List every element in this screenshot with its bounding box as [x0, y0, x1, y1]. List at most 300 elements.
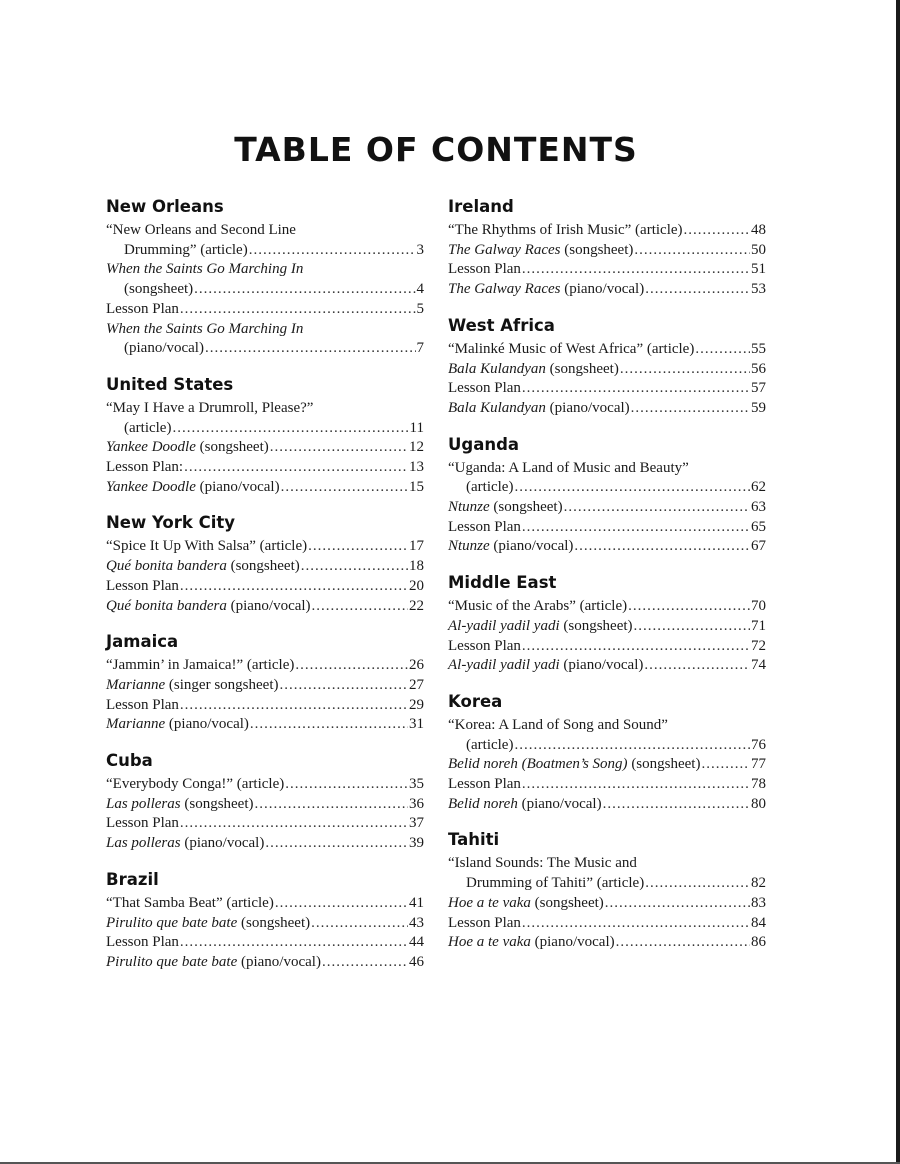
toc-entry[interactable]: [106, 894, 424, 914]
entry-text: Lesson Plan: [448, 380, 521, 397]
page-number: 71: [751, 617, 766, 634]
page-number: 36: [409, 795, 424, 812]
entry-label: [448, 360, 619, 380]
toc-entry[interactable]: [448, 894, 766, 914]
entry-row: [106, 795, 424, 815]
dot-leader: [279, 676, 408, 696]
toc-entry[interactable]: [448, 260, 766, 280]
dot-leader: [270, 438, 408, 458]
section-heading: West Africa: [448, 315, 555, 335]
entry-row: [448, 894, 766, 914]
entry-text: Drumming of Tahiti” (article): [466, 875, 645, 892]
page-number: 29: [409, 696, 424, 713]
dot-leader: [631, 399, 750, 419]
entry-row: [448, 498, 766, 518]
entry-row: [106, 933, 424, 953]
entry-row: [448, 736, 766, 756]
page-number: 82: [751, 875, 766, 892]
entry-text: (piano/vocal): [180, 835, 265, 852]
work-title-text: Ntunze: [448, 538, 490, 555]
entry-label: [106, 577, 179, 597]
entry-text: (songsheet): [530, 894, 604, 911]
toc-entry[interactable]: [106, 715, 424, 735]
entry-text: (piano/vocal): [226, 597, 311, 614]
dot-leader: [180, 696, 408, 716]
dot-leader: [564, 498, 750, 518]
entry-text: Lesson Plan: [448, 518, 521, 535]
dot-leader: [634, 617, 750, 637]
entry-label: [448, 914, 521, 934]
work-title-text: Las polleras: [106, 795, 181, 812]
entry-text: (songsheet): [560, 241, 634, 258]
entry-row: [106, 458, 424, 478]
entry-text: (songsheet): [226, 558, 300, 575]
toc-entry[interactable]: [448, 755, 766, 775]
entry-text: (article): [466, 736, 514, 753]
dot-leader: [684, 221, 750, 241]
dot-leader: [522, 637, 750, 657]
toc-section: [448, 691, 766, 815]
dot-leader: [603, 795, 750, 815]
entry-label: [466, 874, 644, 894]
entry-text: (songsheet): [237, 914, 311, 931]
entry-text: “Spice It Up With Salsa” (article): [106, 538, 308, 555]
toc-entry[interactable]: [106, 399, 424, 438]
toc-entry[interactable]: [448, 716, 766, 755]
entry-text: (piano/vocal): [559, 657, 644, 674]
toc-entry[interactable]: [448, 518, 766, 538]
entry-row: [448, 775, 766, 795]
toc-section: [448, 315, 766, 419]
entry-text: (piano/vocal): [517, 795, 602, 812]
dot-leader: [180, 300, 416, 320]
entry-text: (article): [466, 479, 514, 496]
toc-entry[interactable]: [106, 320, 424, 359]
dot-leader: [281, 478, 408, 498]
entry-label: [448, 775, 521, 795]
page-number: 27: [409, 676, 424, 693]
entry-label: [448, 597, 627, 617]
work-title-text: Las polleras: [106, 835, 181, 852]
toc-entry[interactable]: [106, 557, 424, 577]
work-title-text: Belid noreh: [448, 795, 518, 812]
section-heading: Brazil: [106, 869, 159, 889]
entry-text: “The Rhythms of Irish Music” (article): [448, 222, 683, 238]
entry-row: [448, 537, 766, 557]
page-number: 65: [751, 518, 766, 535]
section-heading: United States: [106, 374, 234, 394]
entry-label: [106, 696, 179, 716]
dot-leader: [312, 597, 408, 617]
page-number: 7: [416, 340, 424, 357]
entry-text: (songsheet): [180, 795, 254, 812]
dot-leader: [184, 458, 408, 478]
entry-text: (piano/vocal): [165, 716, 249, 733]
work-title-text: Marianne: [106, 716, 166, 733]
work-title-text: Yankee Doodle: [106, 478, 196, 495]
entry-label: [448, 280, 644, 300]
toc-entry[interactable]: [448, 379, 766, 399]
dot-leader: [605, 894, 750, 914]
dot-leader: [522, 518, 750, 538]
dot-leader: [322, 953, 408, 973]
entry-label: [448, 933, 615, 953]
page-number: 74: [751, 657, 766, 674]
toc-entry[interactable]: [448, 459, 766, 498]
work-title-text: When the Saints Go Marching In: [106, 320, 304, 337]
toc-entry[interactable]: [448, 617, 766, 637]
entry-label: [106, 894, 274, 914]
entry-text: Lesson Plan: [106, 696, 179, 713]
entry-row: [448, 399, 766, 419]
entry-row: [106, 537, 424, 557]
entry-row: [448, 260, 766, 280]
work-title-text: Al-yadil yadil yadi: [448, 657, 560, 674]
entry-label: [106, 775, 284, 795]
work-title-text: Hoe a te vaka: [448, 934, 531, 951]
entry-text: (songsheet): [195, 439, 269, 456]
page-number: 51: [751, 261, 766, 278]
page-number: 37: [409, 815, 424, 832]
toc-entry[interactable]: [106, 834, 424, 854]
entry-text: (piano/vocal): [560, 281, 645, 298]
page-number: 44: [409, 934, 424, 951]
toc-entry[interactable]: [106, 933, 424, 953]
work-title-text: Ntunze: [448, 499, 490, 516]
dot-leader: [514, 736, 750, 756]
entry-label: [106, 914, 310, 934]
toc-section: [106, 196, 424, 359]
page-number: 4: [416, 281, 424, 298]
page-number: 72: [751, 637, 766, 654]
toc-entry[interactable]: [448, 854, 766, 893]
entry-label: [124, 280, 193, 300]
work-title-text: Marianne: [106, 676, 166, 693]
entry-label: [448, 518, 521, 538]
toc-entry[interactable]: [448, 637, 766, 657]
toc-entry[interactable]: [106, 300, 424, 320]
entry-row: [448, 656, 766, 676]
page-number: 12: [409, 439, 424, 456]
page-number: 17: [409, 538, 424, 555]
toc-column-right: [448, 196, 766, 968]
entry-text: “Jammin’ in Jamaica!” (article): [106, 657, 295, 674]
toc-column-left: [106, 196, 424, 988]
dot-leader: [522, 914, 750, 934]
page-number: 76: [751, 736, 766, 753]
entry-row: [448, 221, 766, 241]
work-title-text: When the Saints Go Marching In: [106, 261, 304, 278]
entry-row: [448, 379, 766, 399]
dot-leader: [308, 537, 408, 557]
toc-entry[interactable]: [106, 775, 424, 795]
entry-text: “That Samba Beat” (article): [106, 894, 274, 911]
toc-entry[interactable]: [106, 438, 424, 458]
entry-text: Lesson Plan: [106, 577, 179, 594]
entry-text: “May I Have a Drumroll, Please?”: [106, 399, 314, 416]
dot-leader: [180, 577, 408, 597]
entry-label: [106, 834, 264, 854]
entry-label: [448, 795, 602, 815]
entry-text: Lesson Plan: [106, 300, 179, 317]
entry-label: [106, 300, 179, 320]
toc-entry[interactable]: [106, 696, 424, 716]
work-title-text: Qué bonita bandera: [106, 558, 227, 575]
work-title-text: Hoe a te vaka: [448, 894, 531, 911]
toc-entry[interactable]: [106, 656, 424, 676]
entry-label: [466, 478, 513, 498]
page-number: 13: [409, 459, 424, 476]
toc-entry[interactable]: [106, 914, 424, 934]
toc-entry[interactable]: [106, 953, 424, 973]
page-number: 57: [751, 380, 766, 397]
entry-label: [106, 597, 311, 617]
dot-leader: [522, 379, 750, 399]
entry-row: [106, 696, 424, 716]
entry-row: [448, 360, 766, 380]
page-number: 59: [751, 399, 766, 416]
page-number: 77: [751, 756, 766, 773]
dot-leader: [701, 755, 750, 775]
dot-leader: [180, 814, 408, 834]
entry-text: “Korea: A Land of Song and Sound”: [448, 716, 668, 733]
toc-entry[interactable]: [106, 814, 424, 834]
entry-label: [106, 438, 269, 458]
toc-entry[interactable]: [448, 933, 766, 953]
entry-row: [106, 953, 424, 973]
page-number: 46: [409, 953, 424, 970]
page-number: 11: [409, 419, 424, 436]
entry-first-line: [106, 260, 424, 280]
dot-leader: [645, 874, 750, 894]
work-title-text: Al-yadil yadil yadi: [448, 617, 560, 634]
entry-row: [448, 795, 766, 815]
toc-entry[interactable]: [448, 795, 766, 815]
entry-row: [448, 597, 766, 617]
work-title-text: Qué bonita bandera: [106, 597, 227, 614]
entry-label: [106, 557, 300, 577]
page-number: 31: [409, 716, 424, 733]
entry-row: [106, 814, 424, 834]
entry-first-line: [448, 716, 766, 736]
entry-row: [448, 933, 766, 953]
entry-text: (piano/vocal): [530, 934, 615, 951]
page-title: TABLE OF CONTENTS: [234, 130, 638, 170]
toc-section: [448, 196, 766, 300]
toc-entry[interactable]: [448, 597, 766, 617]
entry-first-line: [106, 399, 424, 419]
page-number: 84: [751, 914, 766, 931]
page-number: 86: [751, 934, 766, 951]
page-number: 55: [751, 340, 766, 357]
page-number: 56: [751, 360, 766, 377]
entry-label: [448, 894, 604, 914]
entry-row: [448, 340, 766, 360]
entry-text: Lesson Plan: [448, 776, 521, 793]
entry-row: [448, 280, 766, 300]
entry-label: [448, 260, 521, 280]
page-number: 80: [751, 795, 766, 812]
entry-label: [106, 458, 183, 478]
toc-section: [106, 631, 424, 735]
toc-entry[interactable]: [106, 795, 424, 815]
page-number: 41: [409, 894, 424, 911]
entry-row: [106, 478, 424, 498]
entry-label: [106, 537, 307, 557]
entry-text: “Island Sounds: The Music and: [448, 855, 637, 872]
dot-leader: [275, 894, 408, 914]
entry-first-line: [448, 459, 766, 479]
toc-entry[interactable]: [448, 537, 766, 557]
toc-entry[interactable]: [106, 221, 424, 260]
entry-label: [448, 221, 683, 241]
toc-entry[interactable]: [106, 577, 424, 597]
dot-leader: [311, 914, 408, 934]
entry-label: [448, 399, 630, 419]
toc-section: [448, 829, 766, 953]
page-number: 18: [409, 558, 424, 575]
entry-label: [106, 676, 278, 696]
toc-entry[interactable]: [106, 458, 424, 478]
entry-first-line: [106, 221, 424, 241]
entry-row: [448, 914, 766, 934]
page-number: 35: [409, 776, 424, 793]
entry-label: [448, 637, 521, 657]
work-title-text: Bala Kulandyan: [448, 399, 546, 416]
entry-text: (singer songsheet): [165, 676, 279, 693]
dot-leader: [205, 339, 416, 359]
section-heading: Uganda: [448, 434, 520, 454]
entry-label: [448, 379, 521, 399]
entry-text: “Music of the Arabs” (article): [448, 598, 628, 615]
page-number: 22: [409, 597, 424, 614]
toc-entry[interactable]: [448, 360, 766, 380]
entry-text: “Malinké Music of West Africa” (article): [448, 340, 695, 357]
entry-text: (piano/vocal): [237, 953, 321, 970]
page-number: 15: [409, 478, 424, 495]
entry-label: [124, 241, 248, 261]
toc-entry[interactable]: [106, 478, 424, 498]
entry-row: [448, 241, 766, 261]
dot-leader: [616, 933, 750, 953]
toc-entry[interactable]: [448, 399, 766, 419]
entry-label: [448, 340, 694, 360]
entry-text: (songsheet): [627, 756, 701, 773]
dot-leader: [620, 360, 750, 380]
entry-text: Lesson Plan: [106, 934, 179, 951]
toc-section: [106, 750, 424, 854]
entry-row: [106, 557, 424, 577]
toc-entry[interactable]: [106, 676, 424, 696]
entry-row: [106, 914, 424, 934]
entry-label: [106, 656, 294, 676]
dot-leader: [522, 775, 750, 795]
dot-leader: [295, 656, 408, 676]
dot-leader: [644, 656, 750, 676]
toc-entry[interactable]: [106, 260, 424, 299]
entry-text: (piano/vocal): [545, 399, 630, 416]
page-number: 70: [751, 598, 766, 615]
dot-leader: [250, 715, 408, 735]
entry-text: (piano/vocal): [195, 478, 280, 495]
page-number: 39: [409, 835, 424, 852]
entry-row: [106, 438, 424, 458]
entry-text: “New Orleans and Second Line: [106, 222, 296, 238]
toc-entry[interactable]: [106, 537, 424, 557]
dot-leader: [645, 280, 750, 300]
toc-entry[interactable]: [448, 221, 766, 241]
entry-text: “Uganda: A Land of Music and Beauty”: [448, 459, 689, 476]
dot-leader: [194, 280, 415, 300]
entry-text: Lesson Plan:: [106, 459, 184, 476]
toc-entry[interactable]: [448, 914, 766, 934]
entry-row: [448, 874, 766, 894]
page-number: 53: [751, 281, 766, 298]
entry-text: Lesson Plan: [448, 914, 521, 931]
dot-leader: [301, 557, 408, 577]
entry-label: [448, 241, 633, 261]
entry-row: [106, 577, 424, 597]
entry-row: [106, 597, 424, 617]
toc-section: [448, 434, 766, 558]
entry-text: (songsheet): [489, 499, 563, 516]
page-number: 48: [751, 222, 766, 238]
work-title-text: Bala Kulandyan: [448, 360, 546, 377]
entry-label: [448, 617, 633, 637]
section-heading: New York City: [106, 513, 236, 533]
entry-text: Drumming” (article): [124, 241, 248, 258]
toc-entry[interactable]: [448, 656, 766, 676]
toc-entry[interactable]: [448, 498, 766, 518]
entry-label: [448, 755, 700, 775]
toc-entry[interactable]: [448, 241, 766, 261]
entry-row: [448, 637, 766, 657]
page-number: 83: [751, 894, 766, 911]
entry-row: [448, 617, 766, 637]
page-number: 63: [751, 499, 766, 516]
dot-leader: [249, 241, 416, 261]
entry-first-line: [106, 320, 424, 340]
section-heading: Korea: [448, 691, 503, 711]
work-title-text: The Galway Races: [448, 281, 561, 298]
dot-leader: [695, 340, 750, 360]
entry-text: (songsheet): [559, 617, 633, 634]
toc-entry[interactable]: [448, 280, 766, 300]
entry-text: Lesson Plan: [448, 261, 521, 278]
entry-row: [106, 775, 424, 795]
section-heading: Tahiti: [448, 830, 500, 850]
entry-row: [106, 656, 424, 676]
dot-leader: [180, 933, 408, 953]
dot-leader: [255, 795, 408, 815]
toc-entry[interactable]: [448, 775, 766, 795]
toc-entry[interactable]: [448, 340, 766, 360]
entry-row: [448, 755, 766, 775]
dot-leader: [514, 478, 750, 498]
entry-row: [106, 676, 424, 696]
section-heading: Jamaica: [106, 632, 179, 652]
page-number: 20: [409, 577, 424, 594]
entry-label: [448, 537, 573, 557]
toc-entry[interactable]: [106, 597, 424, 617]
page-number: 50: [751, 241, 766, 258]
entry-row: [106, 300, 424, 320]
entry-row: [106, 419, 424, 439]
section-heading: New Orleans: [106, 197, 224, 216]
entry-text: “Everybody Conga!” (article): [106, 776, 285, 793]
toc-section: [448, 572, 766, 676]
dot-leader: [522, 260, 750, 280]
